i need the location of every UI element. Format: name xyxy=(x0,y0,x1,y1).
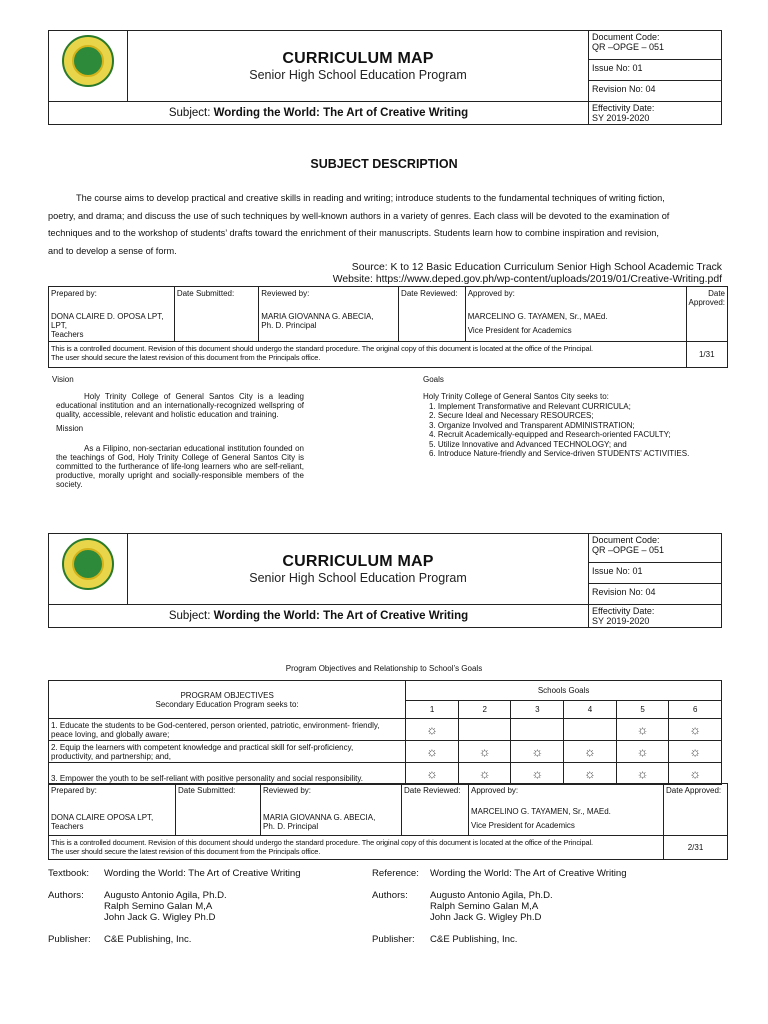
textbook-title: Wording the World: The Art of Creative Writing xyxy=(104,868,301,879)
doc-code-cell: Document Code: QR –OPGE – 051 xyxy=(589,31,722,60)
goal-number-2: 2 xyxy=(458,701,511,719)
objectives-table: PROGRAM OBJECTIVES Secondary Education Program seeks to: Schools Goals 1 2 3 4 5 6 1. Educate the students to be God-centered, person oriented, patriotic, environment- friendly, peace loving, and globally aware; ☼ ☼ ☼ 2. Equip the learners with competent knowledge and practical skill for self-proficiency, productivity, and partnership; and, ☼ ☼ ☼ ☼ ☼ ☼ 3. Empower the youth to be self-reliant with positive personality and social responsibility. ☼ ☼ ☼ ☼ ☼ ☼ xyxy=(48,680,722,785)
logo-cell xyxy=(49,31,128,102)
goal-number-3: 3 xyxy=(511,701,564,719)
goal-number-5: 5 xyxy=(616,701,669,719)
page-number: 2/31 xyxy=(664,836,728,860)
objectives-caption: Program Objectives and Relationship to School’s Goals xyxy=(285,664,483,673)
goal-empty-cell xyxy=(458,719,511,741)
goal-mark-icon: ☼ xyxy=(669,719,722,741)
goal-mark-icon: ☼ xyxy=(458,741,511,763)
goal-item: 4. Recruit Academically-equipped and Research-oriented FACULTY; xyxy=(429,430,671,439)
mission-label: Mission xyxy=(56,424,84,433)
goal-mark-icon: ☼ xyxy=(406,719,459,741)
prepared-cell: Prepared by: DONA CLAIRE D. OPOSA LPT, LPT, Teachers xyxy=(49,287,175,342)
title-cell: CURRICULUM MAP Senior High School Education Program xyxy=(128,534,589,605)
header-table-2: CURRICULUM MAP Senior High School Education Program Document Code: QR –OPGE – 051 Issue No: 01 Revision No: 04 Subject: Wording the World: The Art of Creative Writing Effectivity Date: SY 2019-2020 xyxy=(48,533,722,628)
goal-item: 3. Organize Involved and Transparent ADMINISTRATION; xyxy=(429,420,635,430)
goal-empty-cell xyxy=(511,719,564,741)
goal-mark-icon: ☼ xyxy=(669,741,722,763)
source-note: Source: K to 12 Basic Education Curriculum Senior High School Academic Track Website: https://www.deped.gov.ph/wp-content/uploads/2019/01/Creative-Writing.pdf xyxy=(332,262,722,285)
page-number: 1/31 xyxy=(686,342,727,368)
goal-number-6: 6 xyxy=(669,701,722,719)
goal-mark-icon: ☼ xyxy=(564,741,617,763)
goal-mark-icon: ☼ xyxy=(511,763,564,785)
vision-text: Holy Trinity College of General Santos City is a leading educational institution and an internationally-recognized wellspring of quality, accessible, relevant and holistic education and training. xyxy=(56,392,304,419)
goal-mark-icon: ☼ xyxy=(511,741,564,763)
goal-number-1: 1 xyxy=(406,701,459,719)
college-seal-icon xyxy=(62,35,114,87)
effectivity-cell: Effectivity Date: SY 2019-2020 xyxy=(589,102,722,125)
mission-text: As a Filipino, non-sectarian educational institution founded on the teachings of God, Holy Trinity College of General Santos City is committed to the furtherance of life-long learners who are self-reliant, productive, morally upright and socially-responsible members of the society. xyxy=(56,444,304,489)
description-body: The course aims to develop practical and creative skills in reading and writing; introduce students to the fundamental techniques of writing fiction, poetry, and drama; and discuss the use of such techniques by well-known authors in a variety of genres. Each class will be devoted to the examination of techniques and to the workshop of students’ drafts toward the enrichment of their manuscripts. Students learn how to combine inspiration and revision, and to develop a sense of form. xyxy=(48,193,670,256)
goal-mark-icon: ☼ xyxy=(564,763,617,785)
goal-mark-icon: ☼ xyxy=(616,719,669,741)
page-title: CURRICULUM MAP xyxy=(282,50,434,67)
title-cell xyxy=(128,31,589,102)
objective-row: 2. Equip the learners with competent knowledge and practical skill for self-proficiency, productivity, and partnership; and, ☼ ☼ ☼ ☼ ☼ ☼ xyxy=(49,741,722,763)
goal-mark-icon: ☼ xyxy=(616,741,669,763)
goal-item: 1. Implement Transformative and Relevant CURRICULA; xyxy=(429,401,631,411)
controlled-note: This is a controlled document. Revision of this document should undergo the standard procedure. The original copy of this document is located at the office of the Principal. The user should secure the latest revision of this document from the Principals office. xyxy=(49,342,687,368)
goal-item: 6. Introduce Nature-friendly and Service-driven STUDENTS' ACTIVITIES. xyxy=(429,449,690,458)
logo-cell xyxy=(49,534,128,605)
approval-table-1: Prepared by: DONA CLAIRE D. OPOSA LPT, LPT, Teachers Date Submitted: Reviewed by: MARIA GIOVANNA G. ABECIA, Ph. D. Principal Date Reviewed: Approved by: MARCELINO G. TAYAMEN, Sr., MAEd. Vice President for Academics Date Approved: This is a controlled document. Revision of this document should undergo the standard procedure. The original copy of this document is located at the office of the Principal. The user should secure the latest revision of this document from the Principals office. 1/31 xyxy=(48,286,728,368)
goal-item: 5. Utilize Innovative and Advanced TECHNOLOGY; and xyxy=(429,439,627,449)
revision-cell: Revision No: 04 xyxy=(589,81,722,102)
goal-mark-icon: ☼ xyxy=(406,763,459,785)
subject-title: Wording the World: The Art of Creative Writing xyxy=(213,107,469,119)
vision-label: Vision xyxy=(52,375,74,384)
reviewed-cell: Reviewed by: MARIA GIOVANNA G. ABECIA, Ph. D. Principal xyxy=(259,287,399,342)
goal-item: 2. Secure Ideal and Necessary RESOURCES; xyxy=(429,411,594,420)
subject-cell: Subject: Wording the World: The Art of Creative Writing xyxy=(49,102,589,125)
goal-mark-icon: ☼ xyxy=(616,763,669,785)
goal-mark-icon: ☼ xyxy=(406,741,459,763)
program-subtitle: Senior High School Education Program xyxy=(249,68,467,82)
college-seal-icon xyxy=(62,538,114,590)
objective-row: 3. Empower the youth to be self-reliant with positive personality and social responsibility. ☼ ☼ ☼ ☼ ☼ ☼ xyxy=(49,763,722,785)
goals-list: Holy Trinity College of General Santos City seeks to: 1. Implement Transformative and Relevant CURRICULA; 2. Secure Ideal and Necessary RESOURCES; 3. Organize Involved and Transparent ADMINISTRATION; 4. Recruit Academically-equipped and Research-oriented FACULTY; 5. Utilize Innovative and Advanced TECHNOLOGY; and 6. Introduce Nature-friendly and Service-driven STUDENTS' ACTIVITIES. xyxy=(423,392,723,459)
header-table-1 xyxy=(48,30,722,125)
issue-cell: Issue No: 01 xyxy=(589,60,722,81)
description-heading: SUBJECT DESCRIPTION xyxy=(310,157,458,171)
approved-cell: Approved by: MARCELINO G. TAYAMEN, Sr., MAEd. Vice President for Academics xyxy=(465,287,686,342)
approval-table-2: Prepared by: DONA CLAIRE OPOSA LPT, Teachers Date Submitted: Reviewed by: MARIA GIOVANNA G. ABECIA, Ph. D. Principal Date Reviewed: Approved by: MARCELINO G. TAYAMEN, Sr., MAEd. Vice President for Academics Date Approved: This is a controlled document. Revision of this document should undergo the standard procedure. The original copy of this document is located at the office of the Principal. The user should secure the latest revision of this document from the Principals office. 2/31 xyxy=(48,783,728,860)
goal-mark-icon: ☼ xyxy=(669,763,722,785)
goal-number-4: 4 xyxy=(564,701,617,719)
goal-mark-icon: ☼ xyxy=(458,763,511,785)
objective-row: 1. Educate the students to be God-centered, person oriented, patriotic, environment- friendly, peace loving, and globally aware; ☼ ☼ ☼ xyxy=(49,719,722,741)
reference-title: Wording the World: The Art of Creative Writing xyxy=(430,868,627,879)
goals-label: Goals xyxy=(423,375,444,384)
goal-empty-cell xyxy=(564,719,617,741)
